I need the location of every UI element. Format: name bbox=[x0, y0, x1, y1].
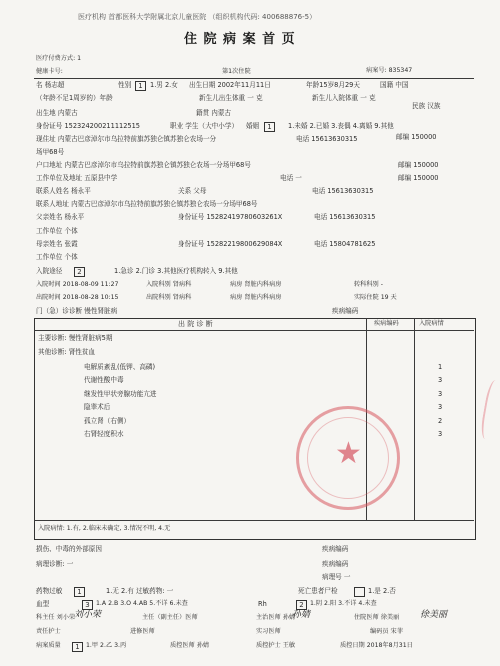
hospital-official-stamp bbox=[296, 406, 400, 510]
ward: 病房 肾脏内科病房 bbox=[230, 281, 282, 288]
diagnosis-name: 继发性甲状旁腺功能亢进 bbox=[84, 390, 157, 398]
diagnosis-admission-status: 3 bbox=[438, 390, 443, 398]
newborn-birth-weight: 新生儿出生体重 一 克 bbox=[199, 94, 263, 102]
admission-route-options: 1.急诊 2.门诊 3.其他医疗机构转入 9.其他 bbox=[114, 267, 238, 275]
disease-code-header: 疾病编码 bbox=[374, 320, 399, 327]
drug-allergy-options: 1.无 2.有 过敏药物: 一 bbox=[106, 587, 174, 595]
birth-date: 出生日期 2002年11月11日 bbox=[189, 81, 271, 89]
admission-count: 第1次住院 bbox=[222, 68, 251, 75]
discharge-dept: 出院科别 肾病科 bbox=[146, 294, 192, 301]
father-id: 身份证号 15282419780603261X bbox=[178, 213, 283, 221]
father-work: 工作单位 个体 bbox=[36, 227, 78, 235]
drug-allergy-value: 1 bbox=[74, 587, 85, 597]
father-name: 父亲姓名 杨永平 bbox=[36, 213, 85, 221]
hukou-postcode: 邮编 150000 bbox=[398, 161, 439, 169]
work-phone: 电话 一 bbox=[280, 174, 302, 182]
contact-relation: 关系 父母 bbox=[178, 187, 207, 195]
admission-time: 入院时间 2018-08-09 11:27 bbox=[36, 281, 119, 288]
table-footer-line bbox=[34, 520, 474, 521]
chief-physician: 主任（副主任）医师 bbox=[142, 614, 198, 621]
marital-label: 婚姻 bbox=[246, 122, 260, 130]
father-phone: 电话 15613630315 bbox=[314, 213, 376, 221]
discharge-diagnosis-table bbox=[34, 318, 476, 540]
qc-nurse: 质控护士 王敏 bbox=[256, 642, 296, 649]
qc-date: 质控日期 2018年8月31日 bbox=[340, 642, 413, 649]
nationality: 国籍 中国 bbox=[380, 81, 409, 89]
current-postcode: 邮编 150000 bbox=[396, 133, 437, 141]
admission-status-header: 入院病情 bbox=[419, 320, 444, 327]
autopsy-label: 死亡患者尸检 bbox=[298, 587, 338, 595]
autopsy-value-box bbox=[354, 587, 365, 597]
pathology-diagnosis: 病理诊断: 一 bbox=[36, 560, 74, 568]
admission-route-value: 2 bbox=[74, 267, 85, 277]
diagnosis-admission-status: 3 bbox=[438, 403, 443, 411]
record-quality-value: 1 bbox=[72, 642, 83, 652]
mother-phone: 电话 15804781625 bbox=[314, 240, 376, 248]
other-diagnosis-label: 其他诊断: 肾性贫血 bbox=[38, 348, 96, 356]
marital-options: 1.未婚 2.已婚 3.丧偶 4.离婚 9.其他 bbox=[288, 122, 394, 130]
mother-work: 工作单位 个体 bbox=[36, 253, 78, 261]
autopsy-options: 1.是 2.否 bbox=[368, 587, 396, 595]
id-number: 身份证号 152324200211112515 bbox=[36, 122, 140, 130]
ethnicity: 民族 汉族 bbox=[412, 102, 441, 110]
newborn-admission-weight: 新生儿入院体重 一 克 bbox=[312, 94, 376, 102]
coder: 编码员 宋菲 bbox=[370, 628, 403, 635]
current-address: 现住址 内蒙古巴彦淖尔市乌拉特前旗苏独仑镇苏独仑农场一分 bbox=[36, 135, 217, 143]
mother-id: 身份证号 15282219800629084X bbox=[178, 240, 283, 248]
blood-type-options: 1.A 2.B 3.O 4.AB 5.不详 6.未查 bbox=[96, 600, 188, 607]
current-address-cont: 场甲68号 bbox=[36, 148, 65, 156]
gender-value: 1 bbox=[135, 81, 146, 91]
outpatient-disease-code: 疾病编码 bbox=[332, 307, 359, 315]
intern-physician: 实习医师 bbox=[256, 628, 281, 635]
pathology-number: 病理号 一 bbox=[322, 573, 351, 581]
work-postcode: 邮编 150000 bbox=[398, 174, 439, 182]
main-diagnosis: 主要诊断: 慢性肾脏病5期 bbox=[38, 334, 113, 342]
document-title: 住 院 病 案 首 页 bbox=[184, 32, 296, 47]
contact-address: 联系人地址 内蒙古巴彦淖尔市乌拉特前旗苏独仑镇苏独仑农场一分场甲68号 bbox=[36, 200, 258, 208]
qc-doctor: 质控医师 孙婧 bbox=[170, 642, 210, 649]
department-director: 科主任 刘小荣 bbox=[36, 614, 76, 621]
responsible-nurse: 责任护士 bbox=[36, 628, 61, 635]
age: 年龄15岁8月29天 bbox=[306, 81, 360, 89]
blood-type-value: 3 bbox=[82, 600, 93, 610]
diagnosis-name: 电解质紊乱(低钾、高磷) bbox=[84, 363, 156, 371]
trainee-physician: 进修医师 bbox=[130, 628, 155, 635]
native-place: 籍贯 内蒙古 bbox=[196, 109, 232, 117]
diagnosis-name: 孤立肾（右侧） bbox=[84, 417, 131, 425]
outpatient-diagnosis: 门（急）诊诊断 慢性肾脏病 bbox=[36, 307, 118, 315]
occupation: 职业 学生（大中小学） bbox=[170, 122, 239, 130]
hukou-address: 户口地址 内蒙古巴彦淖尔市乌拉特前旗苏独仑镇苏独仑农场一分场甲68号 bbox=[36, 161, 251, 169]
injury-cause: 损伤、中毒的外部原因 bbox=[36, 545, 102, 553]
blood-type-label: 血型 bbox=[36, 600, 50, 608]
injury-disease-code: 疾病编码 bbox=[322, 545, 349, 553]
diagnosis-admission-status: 2 bbox=[438, 417, 443, 425]
discharge-ward: 病房 肾脏内科病房 bbox=[230, 294, 282, 301]
diagnosis-admission-status: 3 bbox=[438, 430, 443, 438]
admission-status-legend: 入院病情: 1.有, 2.临床未确定, 3.情况不明, 4.无 bbox=[38, 525, 171, 532]
contact-phone: 电话 15613630315 bbox=[312, 187, 374, 195]
patient-name: 名 杨志超 bbox=[36, 81, 65, 89]
divider bbox=[34, 78, 474, 79]
payment-method: 医疗付费方式: 1 bbox=[36, 55, 82, 62]
diagnosis-name: 代谢性酸中毒 bbox=[84, 376, 124, 384]
diagnosis-admission-status: 1 bbox=[438, 363, 443, 371]
red-edge-mark bbox=[479, 379, 500, 441]
attending-physician: 主治医师 孙婧 bbox=[256, 614, 296, 621]
health-card-label: 健康卡号: bbox=[36, 68, 63, 75]
diagnosis-name: 隐睾术后 bbox=[84, 403, 111, 411]
diagnosis-table-title: 出 院 诊 断 bbox=[178, 320, 213, 328]
admission-dept: 入院科别 肾病科 bbox=[146, 281, 192, 288]
current-phone: 电话 15613630315 bbox=[296, 135, 358, 143]
attending-signature: 孙婧 bbox=[292, 610, 311, 620]
table-col-divider bbox=[414, 318, 415, 520]
discharge-time: 出院时间 2018-08-28 10:15 bbox=[36, 294, 119, 301]
rh-options: 1.阴 2.阳 3.不详 4.未查 bbox=[310, 600, 377, 607]
record-number: 病案号: 835347 bbox=[366, 67, 413, 74]
rh-value: 2 bbox=[296, 600, 307, 610]
record-quality-label: 病案质量 bbox=[36, 642, 61, 649]
admission-route-label: 入院途径 bbox=[36, 267, 63, 275]
diagnosis-name: 右肾轻度积水 bbox=[84, 430, 124, 438]
pathology-disease-code: 疾病编码 bbox=[322, 560, 349, 568]
stamp-star-icon: ★ bbox=[335, 436, 362, 471]
drug-allergy-label: 药物过敏 bbox=[36, 587, 63, 595]
resident-physician: 住院医师 徐美丽 bbox=[354, 614, 400, 621]
infant-age: （年龄不足1周岁的）年龄 bbox=[36, 94, 113, 102]
hospital-org-line: 医疗机构 首都医科大学附属北京儿童医院 （组织机构代码: 400688876-5） bbox=[78, 13, 317, 21]
table-header-line bbox=[34, 330, 474, 331]
transfer-dept: 转科科别 - bbox=[354, 281, 383, 288]
hospital-days: 实际住院 19 天 bbox=[354, 294, 397, 301]
marital-value: 1 bbox=[264, 122, 275, 132]
resident-signature: 徐美丽 bbox=[420, 610, 448, 620]
gender-label: 性别 bbox=[118, 81, 132, 89]
rh-label: Rh bbox=[258, 600, 267, 608]
birthplace: 出生地 内蒙古 bbox=[36, 109, 78, 117]
mother-name: 母亲姓名 张霞 bbox=[36, 240, 78, 248]
record-quality-options: 1.甲 2.乙 3.丙 bbox=[86, 642, 127, 649]
contact-name: 联系人姓名 杨永平 bbox=[36, 187, 91, 195]
director-signature: 刘小荣 bbox=[74, 610, 102, 620]
gender-options: 1.男 2.女 bbox=[150, 81, 178, 89]
work-unit: 工作单位及地址 五原县中学 bbox=[36, 174, 118, 182]
diagnosis-admission-status: 3 bbox=[438, 376, 443, 384]
